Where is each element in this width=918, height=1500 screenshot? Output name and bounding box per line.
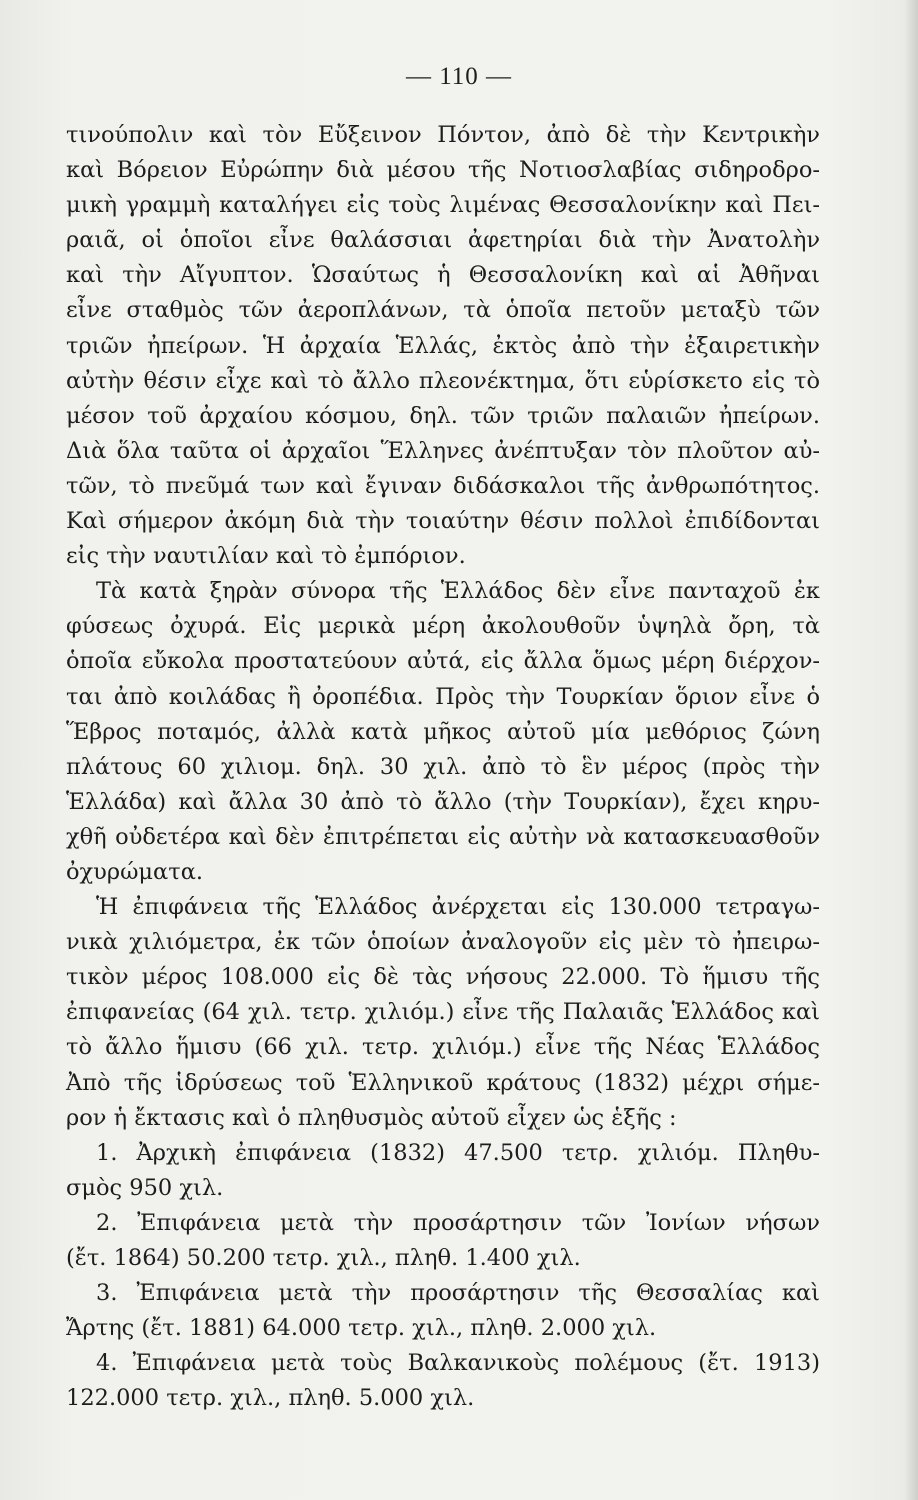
text-line: Ἀπὸ τῆς ἱδρύσεως τοῦ Ἑλληνικοῦ κράτους (1832) μέχρι σήμε- xyxy=(66,1069,820,1096)
text-line: ρον ἡ ἔκτασις καὶ ὁ πληθυσμὸς αὐτοῦ εἶχεν ὡς ἑξῆς : xyxy=(66,1104,677,1131)
text-line: εἰς τὴν ναυτιλίαν καὶ τὸ ἐμπόριον. xyxy=(66,543,466,570)
text-line: Ἕβρος ποταμός, ἀλλὰ κατὰ μῆκος αὐτοῦ μία μεθόριος ζώνη xyxy=(66,718,820,745)
text-line: Ἄρτης (ἔτ. 1881) 64.000 τετρ. χιλ., πληθ. 2.000 χιλ. xyxy=(66,1315,657,1342)
text-line: φύσεως ὀχυρά. Εἰς μερικὰ μέρη ἀκολουθοῦν ὑψηλὰ ὄρη, τὰ xyxy=(66,613,820,640)
text-line: πλάτους 60 χιλιομ. δηλ. 30 χιλ. ἀπὸ τὸ ἓν μέρος (πρὸς τὴν xyxy=(66,753,820,780)
text-line: μικὴ γραμμὴ καταλήγει εἰς τοὺς λιμένας Θεσσαλονίκην καὶ Πει- xyxy=(66,192,820,219)
text-line: (ἔτ. 1864) 50.200 τετρ. χιλ., πληθ. 1.400 χιλ. xyxy=(66,1245,581,1271)
text-line: τῶν, τὸ πνεῦμά των καὶ ἔγιναν διδάσκαλοι τῆς ἀνθρωπότητος. xyxy=(66,472,820,499)
text-line: αὐτὴν θέσιν εἶχε καὶ τὸ ἄλλο πλεονέκτημα, ὅτι εὑρίσκετο εἰς τὸ xyxy=(66,367,820,394)
text-line: ἐπιφανείας (64 χιλ. τετρ. χιλιόμ.) εἶνε τῆς Παλαιᾶς Ἑλλάδος καὶ xyxy=(66,999,820,1026)
text-line: Ἡ ἐπιφάνεια τῆς Ἑλλάδος ἀνέρχεται εἰς 130.000 τετραγω- xyxy=(96,894,820,921)
text-line: Διὰ ὅλα ταῦτα οἱ ἀρχαῖοι Ἕλληνες ἀνέπτυξαν τὸν πλοῦτον αὐ- xyxy=(66,437,820,464)
text-line: 4. Ἐπιφάνεια μετὰ τοὺς Βαλκανικοὺς πολέμους (ἔτ. 1913) xyxy=(96,1350,820,1377)
text-line: Τὰ κατὰ ξηρὰν σύνορα τῆς Ἑλλάδος δὲν εἶνε πανταχοῦ ἐκ xyxy=(96,578,820,605)
text-line: τριῶν ἠπείρων. Ἡ ἀρχαία Ἑλλάς, ἐκτὸς ἀπὸ τὴν ἐξαιρετικὴν xyxy=(66,332,820,359)
page-number: — 110 — xyxy=(405,63,513,90)
page-binding-shadow xyxy=(904,0,918,1500)
text-line: καὶ τὴν Αἴγυπτον. Ὡσαύτως ἡ Θεσσαλονίκη καὶ αἱ Ἀθῆναι xyxy=(66,262,820,289)
text-line: τινούπολιν καὶ τὸν Εὔξεινον Πόντον, ἀπὸ δὲ τὴν Κεντρικὴν xyxy=(66,122,820,148)
text-line: Ἑλλάδα) καὶ ἄλλα 30 ἀπὸ τὸ ἄλλο (τὴν Τουρκίαν), ἔχει κηρυ- xyxy=(66,788,820,815)
text-line: τὸ ἄλλο ἥμισυ (66 χιλ. τετρ. χιλιόμ.) εἶνε τῆς Νέας Ἑλλάδος xyxy=(66,1034,820,1061)
text-line: 2. Ἐπιφάνεια μετὰ τὴν προσάρτησιν τῶν Ἰονίων νήσων xyxy=(96,1209,820,1236)
text-line: 3. Ἐπιφάνεια μετὰ τὴν προσάρτησιν τῆς Θεσσαλίας καὶ xyxy=(96,1280,820,1307)
text-line: μέσον τοῦ ἀρχαίου κόσμου, δηλ. τῶν τριῶν παλαιῶν ἠπείρων. xyxy=(66,402,820,429)
text-line: χθῆ οὐδετέρα καὶ δὲν ἐπιτρέπεται εἰς αὐτὴν νὰ κατασκευασθοῦν xyxy=(66,823,820,850)
text-line: ὀχυρώματα. xyxy=(66,858,204,885)
text-line: 1. Ἀρχικὴ ἐπιφάνεια (1832) 47.500 τετρ. χιλιόμ. Πληθυ- xyxy=(96,1139,820,1166)
text-line: καὶ Βόρειον Εὐρώπην διὰ μέσου τῆς Νοτιοσλαβίας σιδηροδρο- xyxy=(66,157,820,184)
text-line: Καὶ σήμερον ἀκόμη διὰ τὴν τοιαύτην θέσιν πολλοὶ ἐπιδίδονται xyxy=(66,508,820,535)
text-line: ραιᾶ, οἱ ὁποῖοι εἶνε θαλάσσιαι ἀφετηρίαι διὰ τὴν Ἀνατολὴν xyxy=(66,227,820,254)
body-text xyxy=(66,118,820,1416)
text-line: ται ἀπὸ κοιλάδας ἢ ὀροπέδια. Πρὸς τὴν Τουρκίαν ὅριον εἶνε ὁ xyxy=(66,683,820,710)
text-line: νικὰ χιλιόμετρα, ἐκ τῶν ὁποίων ἀναλογοῦν εἰς μὲν τὸ ἠπειρω- xyxy=(66,929,820,956)
text-line: σμὸς 950 χιλ. xyxy=(66,1174,224,1201)
text-line: εἶνε σταθμὸς τῶν ἀεροπλάνων, τὰ ὁποῖα πετοῦν μεταξὺ τῶν xyxy=(66,297,820,324)
text-line: ὁποῖα εὔκολα προστατεύουν αὐτά, εἰς ἄλλα ὅμως μέρη διέρχον- xyxy=(66,648,820,675)
text-line: τικὸν μέρος 108.000 εἰς δὲ τὰς νήσους 22.000. Τὸ ἥμισυ τῆς xyxy=(66,964,820,991)
text-line: 122.000 τετρ. χιλ., πληθ. 5.000 χιλ. xyxy=(66,1385,475,1412)
